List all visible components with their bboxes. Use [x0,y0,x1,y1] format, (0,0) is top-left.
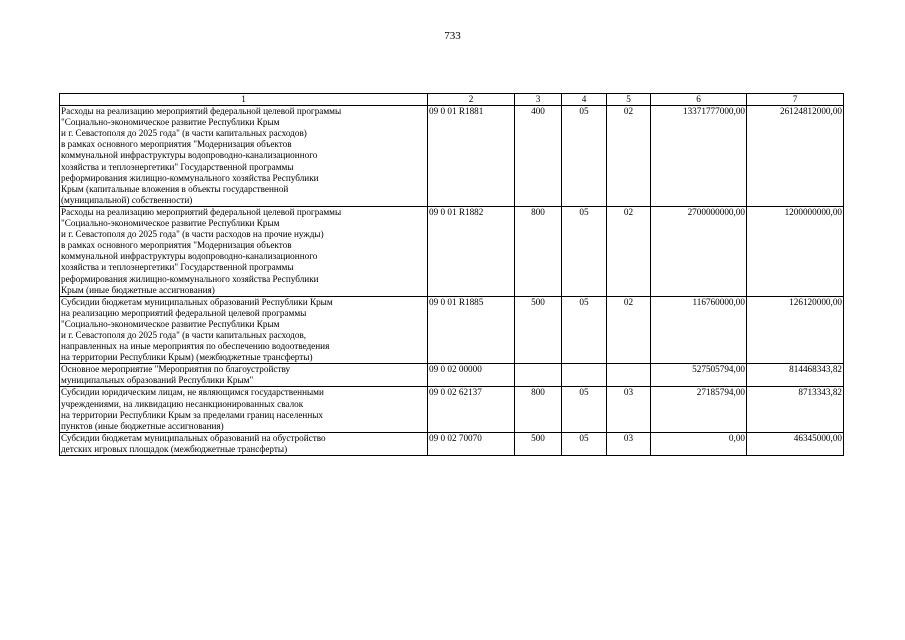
column-header-2: 2 [428,94,515,106]
amount-col7-cell: 1200000000,00 [747,206,844,296]
section-cell: 05 [562,106,607,207]
section-cell [562,364,607,387]
column-header-4: 4 [562,94,607,106]
code-cell: 09 0 01 R1882 [428,206,515,296]
table-row [60,106,844,207]
amount-col6-cell: 27185794,00 [651,387,747,432]
amount-col7-cell: 814468343,82 [747,364,844,387]
section-cell: 05 [562,296,607,364]
expense-name-cell: Расходы на реализацию мероприятий федеральной целевой программы "Социально-экономическое развитие Республики Крым и г. Севастополя до 2025 года" (в части капитальных расходов) в рамках основного мероприятия "Модернизация объектов коммунальной инфраструктуры водопроводно-канализационного хозяйства и теплоэнергетики" Государственной программы реформирования жилищно-коммунального хозяйства Республики Крым (капитальные вложения в объекты государственной (муниципальной) собственности) [60,106,428,207]
budget-table [59,93,844,456]
amount-col6-cell: 527505794,00 [651,364,747,387]
section-cell: 05 [562,432,607,455]
header-row [60,94,844,106]
code-cell: 09 0 02 70070 [428,432,515,455]
table-row [60,296,844,364]
subsection-cell: 03 [607,432,651,455]
expense-type-cell: 800 [515,387,562,432]
code-cell: 09 0 01 R1885 [428,296,515,364]
subsection-cell: 02 [607,106,651,207]
section-cell: 05 [562,387,607,432]
column-header-7: 7 [747,94,844,106]
table-row [60,364,844,387]
expense-type-cell [515,364,562,387]
expense-name-cell: Субсидии бюджетам муниципальных образований Республики Крым на реализацию мероприятий федеральной целевой программы "Социально-экономическое развитие Республики Крым и г. Севастополя до 2025 года" (в части капитальных расходов, направленных на иные мероприятия по обеспечению водоотведения на территории Республики Крым) (межбюджетные трансферты) [60,296,428,364]
amount-col6-cell: 116760000,00 [651,296,747,364]
table-row [60,387,844,432]
expense-type-cell: 800 [515,206,562,296]
amount-col7-cell: 46345000,00 [747,432,844,455]
expense-name-cell: Субсидии бюджетам муниципальных образований на обустройство детских игровых площадок (межбюджетные трансферты) [60,432,428,455]
column-header-1: 1 [60,94,428,106]
page-number: 733 [444,30,461,42]
expense-type-cell: 500 [515,296,562,364]
subsection-cell: 02 [607,206,651,296]
expense-type-cell: 400 [515,106,562,207]
subsection-cell: 02 [607,296,651,364]
amount-col6-cell: 13371777000,00 [651,106,747,207]
expense-name-cell: Субсидии юридическим лицам, не являющимся государственными учреждениями, на ликвидацию несанкционированных свалок на территории Республики Крым за пределами границ населенных пунктов (иные бюджетные ассигнования) [60,387,428,432]
amount-col7-cell: 26124812000,00 [747,106,844,207]
column-header-3: 3 [515,94,562,106]
expense-type-cell: 500 [515,432,562,455]
subsection-cell: 03 [607,387,651,432]
expense-name-cell: Расходы на реализацию мероприятий федеральной целевой программы "Социально-экономическое развитие Республики Крым и г. Севастополя до 2025 года" (в части расходов на прочие нужды) в рамках основного мероприятия "Модернизация объектов коммунальной инфраструктуры водопроводно-канализационного хозяйства и теплоэнергетики" Государственной программы реформирования жилищно-коммунального хозяйства Республики Крым (иные бюджетные ассигнования) [60,206,428,296]
amount-col7-cell: 8713343,82 [747,387,844,432]
subsection-cell [607,364,651,387]
column-header-6: 6 [651,94,747,106]
table-row [60,206,844,296]
amount-col7-cell: 126120000,00 [747,296,844,364]
expense-name-cell: Основное мероприятие "Мероприятия по благоустройству муниципальных образований Республики Крым" [60,364,428,387]
table-row [60,432,844,455]
code-cell: 09 0 02 00000 [428,364,515,387]
section-cell: 05 [562,206,607,296]
column-header-5: 5 [607,94,651,106]
code-cell: 09 0 02 62137 [428,387,515,432]
amount-col6-cell: 0,00 [651,432,747,455]
amount-col6-cell: 2700000000,00 [651,206,747,296]
code-cell: 09 0 01 R1881 [428,106,515,207]
